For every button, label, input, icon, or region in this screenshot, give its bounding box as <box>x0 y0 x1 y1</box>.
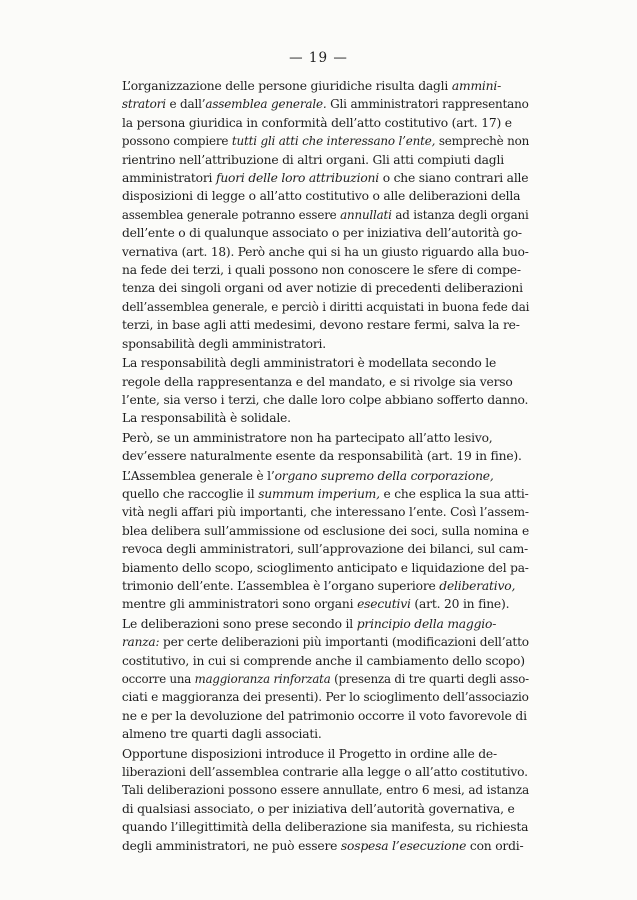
text: possono compiere <box>121 134 232 149</box>
paragraph <box>117 77 529 353</box>
text: regole della rappresentanza e del mandato, e si rivolge sia verso <box>122 374 513 389</box>
page-number: — 19 — <box>289 50 348 66</box>
text-line <box>117 633 529 651</box>
text: con ordi- <box>466 838 524 853</box>
text: costitutivo, in cui si comprende anche il cambiamento dello scopo) <box>122 653 525 668</box>
text-line <box>117 335 529 353</box>
text: occorre una <box>121 672 195 686</box>
text: terzi, in base agli atti medesimi, devono restare fermi, salva la re- <box>122 318 520 333</box>
text-line <box>117 595 529 613</box>
text: (presenza di tre quarti degli asso- <box>330 672 529 686</box>
text: ne e per la devoluzione del patrimonio occorre il voto favorevole di <box>122 708 527 723</box>
text: Opportune disposizioni introduce il Progetto in ordine alle de- <box>122 746 497 761</box>
text-line <box>117 559 529 577</box>
text-line <box>117 151 529 169</box>
text-line <box>117 522 529 540</box>
text: L’Assemblea generale è l’ <box>122 468 275 483</box>
italic-text: stratori <box>121 97 166 112</box>
italic-text: tutti gli atti che interessano l’ente, <box>231 134 436 149</box>
text: disposizioni di legge o all’atto costitutivo o alle deliberazioni della <box>122 189 521 204</box>
text-line <box>117 670 529 688</box>
text-line <box>117 132 530 150</box>
text: e dall’ <box>165 97 206 112</box>
text: dell’assemblea generale, e perciò i diritti acquistati in buona fede dai <box>121 299 530 314</box>
text: La responsabilità è solidale. <box>122 411 291 426</box>
text-line <box>117 800 529 818</box>
text: degli amministratori, ne può essere <box>122 838 341 853</box>
text: vernativa (art. 18). Però anche qui si ha un giusto riguardo alla buo- <box>121 244 529 259</box>
text-line <box>117 95 529 113</box>
text: liberazioni dell’assemblea contrarie alla legge o all’atto costitutivo. <box>122 765 528 780</box>
text-line <box>117 615 524 633</box>
text-line <box>117 316 529 334</box>
text: o che siano contrari alle <box>378 171 529 186</box>
text: mentre gli amministratori sono organi <box>122 597 358 612</box>
italic-text: ranza: <box>121 635 160 650</box>
italic-text: assemblea generale. <box>205 97 327 112</box>
text-line <box>117 354 524 372</box>
text-line <box>117 373 529 391</box>
text: (art. 20 in fine). <box>410 597 510 612</box>
italic-text: maggioranza rinforzata <box>194 672 331 686</box>
text-line <box>117 447 529 465</box>
text-line <box>117 77 524 95</box>
text-line <box>117 707 529 725</box>
text-line <box>117 781 530 799</box>
text-line <box>117 577 529 595</box>
paragraph <box>117 467 529 614</box>
text-line <box>117 467 524 485</box>
text-line <box>117 409 529 427</box>
text: quello che raccoglie il <box>121 486 259 501</box>
italic-text: deliberativo, <box>439 578 516 593</box>
italic-text: fuori delle loro attribuzioni <box>215 171 379 186</box>
paragraph <box>117 745 529 855</box>
text: Però, se un amministratore non ha partecipato all’atto lesivo, <box>122 430 493 445</box>
text: assemblea generale potranno essere <box>121 207 341 222</box>
text: La responsabilità degli amministratori è modellata secondo le <box>122 356 497 371</box>
text: semprechè non <box>435 134 530 149</box>
text-line <box>117 391 529 409</box>
text-line <box>117 485 528 503</box>
text: L’organizzazione delle persone giuridiche risulta dagli <box>122 79 452 93</box>
text: e che esplica la sua atti- <box>379 486 529 501</box>
italic-text: esecutivi <box>357 597 411 612</box>
text-line <box>117 540 529 558</box>
text: Tali deliberazioni possono essere annullate, entro 6 mesi, ad istanza <box>121 783 530 798</box>
text-line <box>117 243 529 261</box>
text-line <box>117 818 529 836</box>
paragraph <box>117 354 529 428</box>
text: tenza dei singoli organi od aver notizie di precedenti deliberazioni <box>122 281 523 296</box>
text: trimonio dell’ente. L’assemblea è l’organo superiore <box>122 578 440 593</box>
text: per certe deliberazioni più importanti (modificazioni dell’atto <box>159 635 529 650</box>
text-line <box>117 169 529 187</box>
italic-text: sospesa l’esecuzione <box>340 838 467 853</box>
text: ciati e maggioranza dei presenti). Per lo scioglimento dell’associazio <box>121 690 529 705</box>
page-body-text <box>117 77 529 855</box>
text: Le deliberazioni sono prese secondo il <box>122 616 357 631</box>
text-line <box>117 725 529 743</box>
text: na fede dei terzi, i quali possono non conoscere le sfere di compe- <box>122 263 521 278</box>
text: rientrino nell’attribuzione di altri organi. Gli atti compiuti dagli <box>122 152 504 167</box>
text-line <box>117 206 529 224</box>
text-line <box>117 837 529 855</box>
text: sponsabilità degli amministratori. <box>122 336 326 351</box>
text: quando l’illegittimità della deliberazione sia manifesta, su richiesta <box>122 820 529 835</box>
text-line <box>117 745 524 763</box>
text: Gli amministratori rappresentano <box>326 97 529 112</box>
italic-text: ammini- <box>451 79 502 93</box>
italic-text: principio della maggio- <box>356 616 497 631</box>
text-line <box>117 429 524 447</box>
text: amministratori <box>122 171 216 186</box>
text-line <box>117 763 529 781</box>
text-line <box>117 503 529 521</box>
text-line <box>117 224 529 242</box>
text-line <box>117 298 530 316</box>
text: blea delibera sull’ammissione od esclusione dei soci, sulla nomina e <box>121 523 529 538</box>
text: di qualsiasi associato, o per iniziativa dell’autorità governativa, e <box>122 801 515 816</box>
text: almeno tre quarti dagli associati. <box>122 727 322 742</box>
italic-text: organo supremo della corporazione, <box>274 468 494 483</box>
text: la persona giuridica in conformità dell’atto costitutivo (art. 17) e <box>122 115 512 130</box>
paragraph <box>117 429 529 466</box>
italic-text: annullati <box>340 207 392 222</box>
italic-text: summum imperium, <box>258 486 380 501</box>
text-line <box>117 114 529 132</box>
text: dell’ente o di qualunque associato o per iniziativa dell’autorità go- <box>122 226 522 241</box>
text: revoca degli amministratori, sull’approvazione dei bilanci, sul cam- <box>122 542 528 557</box>
text: ad istanza degli organi <box>391 207 529 222</box>
text-line <box>117 261 529 279</box>
text: dev’essere naturalmente esente da responsabilità (art. 19 in fine). <box>122 449 522 464</box>
text: vità negli affari più importanti, che interessano l’ente. Così l’assem- <box>121 505 529 520</box>
paragraph <box>117 615 529 744</box>
text: biamento dello scopo, scioglimento anticipato e liquidazione del pa- <box>121 560 529 575</box>
text-line <box>117 279 529 297</box>
text: l’ente, sia verso i terzi, che dalle loro colpe abbiano sofferto danno. <box>122 392 529 407</box>
text-line <box>117 688 529 706</box>
text-line <box>117 652 529 670</box>
text-line <box>117 187 529 205</box>
